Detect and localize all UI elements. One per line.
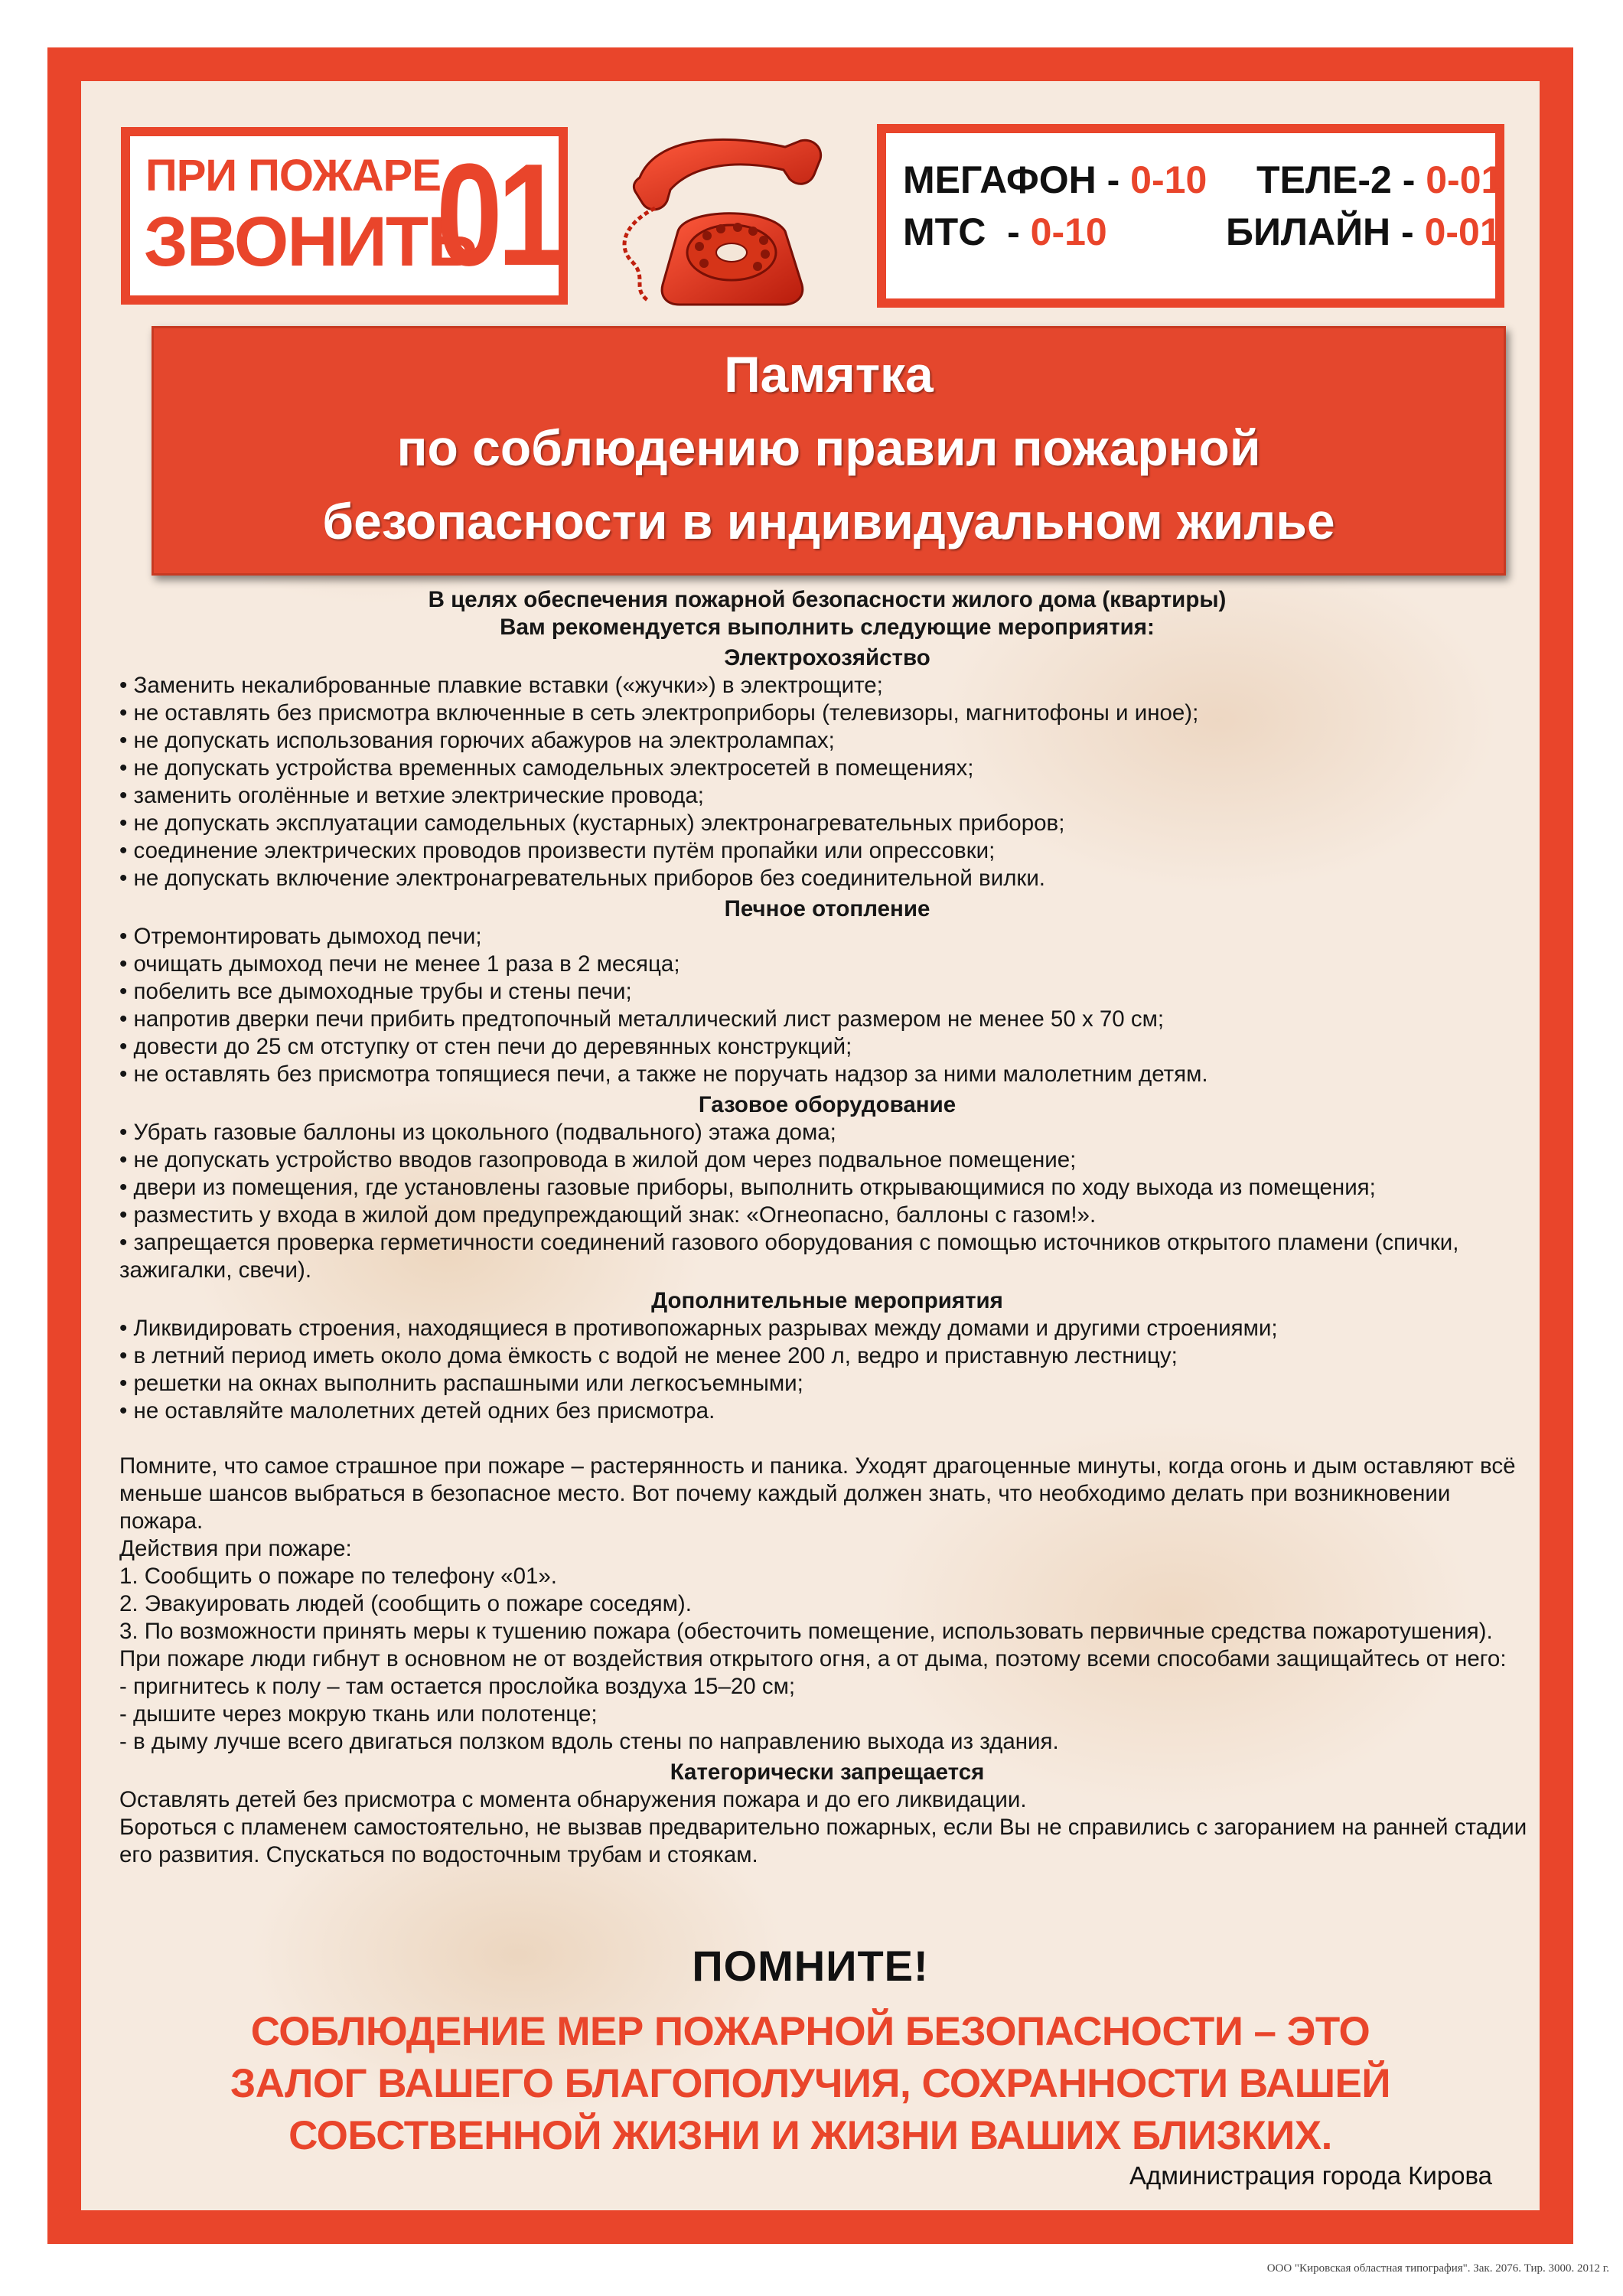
remember-heading: ПОМНИТЕ! xyxy=(692,1942,929,1990)
operator-beeline: БИЛАЙН - 0-01 xyxy=(1226,210,1501,253)
poster-frame xyxy=(47,47,1573,2244)
intro-line1: В целях обеспечения пожарной безопасности жилого дома (квартиры) xyxy=(428,587,1227,612)
list-item: • довести до 25 см отступку от стен печи до деревянных конструкций; xyxy=(119,1034,852,1059)
actions-title: Действия при пожаре: xyxy=(119,1536,352,1561)
title-line3: безопасности в индивидуальном жилье xyxy=(322,493,1335,550)
list-item: • напротив дверки печи прибить предтопочный металлический лист размером не менее 50 х 70 см; xyxy=(119,1006,1165,1032)
action-item: - в дыму лучше всего двигаться ползком вдоль стены по направлению выхода из здания. xyxy=(119,1729,1059,1754)
section-title-forbidden: Категорически запрещается xyxy=(670,1760,985,1785)
title-line2: по соблюдению правил пожарной xyxy=(396,419,1261,476)
emergency-number: 01 xyxy=(436,134,559,296)
remember-paragraph: Помните, что самое страшное при пожаре – растерянность и паника. Уходят драгоценные минуты, когда огонь и дым оставляют всё меньше шансов выбраться в безопасное место. Вот почему каждый должен знать, что необходимо делать при возникновении пожара. xyxy=(119,1453,1516,1534)
emergency-call-box xyxy=(121,127,568,305)
action-item: - дышите через мокрую ткань или полотенце; xyxy=(119,1701,598,1727)
action-item: 2. Эвакуировать людей (сообщить о пожаре соседям). xyxy=(119,1591,692,1616)
call-line2: ЗВОНИТЬ xyxy=(144,203,477,281)
list-item: • не оставлять без присмотра включенные в сеть электроприборы (телевизоры, магнитофоны и иное); xyxy=(119,700,1199,726)
action-item: 1. Сообщить о пожаре по телефону «01». xyxy=(119,1564,557,1589)
action-item: - пригнитесь к полу – там остается прослойка воздуха 15–20 см; xyxy=(119,1674,796,1699)
list-item: • не оставлять без присмотра топящиеся печи, а также не поручать надзор за ними малолетним детям. xyxy=(119,1062,1208,1087)
slogan-line1: СОБЛЮДЕНИЕ МЕР ПОЖАРНОЙ БЕЗОПАСНОСТИ – ЭТО xyxy=(250,2009,1370,2054)
section-title-extra: Дополнительные мероприятия xyxy=(651,1288,1003,1313)
operator-tele2: ТЕЛЕ-2 - 0-01 xyxy=(1256,158,1503,201)
list-item: • не допускать устройства временных самодельных электросетей в помещениях; xyxy=(119,755,974,781)
list-item: • соединение электрических проводов произвести путём пропайки или опрессовки; xyxy=(119,838,996,863)
printer-imprint: ООО "Кировская областная типография". Зак. 2076. Тир. 3000. 2012 г. xyxy=(1266,2262,1609,2275)
list-item: • Отремонтировать дымоход печи; xyxy=(119,924,482,949)
slogan-line3: СОБСТВЕННОЙ ЖИЗНИ И ЖИЗНИ ВАШИХ БЛИЗКИХ. xyxy=(288,2113,1332,2158)
rotary-telephone-icon xyxy=(609,124,839,315)
forbidden-line: Оставлять детей без присмотра с момента обнаружения пожара и до его ликвидации. xyxy=(119,1787,1027,1812)
operator-mts: МТС - 0-10 xyxy=(903,210,1107,253)
list-item: • запрещается проверка герметичности соединений газового оборудования с помощью источников открытого пламени (спички, зажигалки, свечи). xyxy=(119,1230,1459,1283)
list-item: • двери из помещения, где установлены газовые приборы, выполнить открывающимися по ходу выхода из помещения; xyxy=(119,1175,1376,1200)
list-item: • не допускать использования горючих абажуров на электролампах; xyxy=(119,728,835,753)
list-item: • разместить у входа в жилой дом предупреждающий знак: «Огнеопасно, баллоны с газом!». xyxy=(119,1202,1097,1228)
list-item: • очищать дымоход печи не менее 1 раза в 2 месяца; xyxy=(119,951,680,977)
intro-line2: Вам рекомендуется выполнить следующие мероприятия: xyxy=(500,615,1155,640)
list-item: • Ликвидировать строения, находящиеся в противопожарных разрывах между домами и другими строениями; xyxy=(119,1316,1278,1341)
forbidden-line: Бороться с пламенем самостоятельно, не вызвав предварительно пожарных, если Вы не справились с загоранием на ранней стадии его развития. Спускаться по водосточным трубам и стоякам. xyxy=(119,1815,1527,1867)
title-line1: Памятка xyxy=(724,346,934,403)
operator-megafon: МЕГАФОН - 0-10 xyxy=(903,158,1207,201)
list-item: • побелить все дымоходные трубы и стены печи; xyxy=(119,979,632,1004)
section-title-electro: Электрохозяйство xyxy=(724,645,930,670)
main-content xyxy=(119,586,1535,1869)
list-item: • решетки на окнах выполнить распашными или легкосъемными; xyxy=(119,1371,803,1396)
section-title-gas: Газовое оборудование xyxy=(698,1092,957,1117)
list-item: • в летний период иметь около дома ёмкость с водой не менее 200 л, ведро и приставную лестницу; xyxy=(119,1343,1178,1368)
call-line1: ПРИ ПОЖАРЕ xyxy=(145,151,441,201)
poster-body xyxy=(81,81,1540,2210)
slogan-line2: ЗАЛОГ ВАШЕГО БЛАГОПОЛУЧИЯ, СОХРАННОСТИ ВАШЕЙ xyxy=(230,2061,1390,2106)
list-item: • не оставляйте малолетних детей одних без присмотра. xyxy=(119,1398,715,1424)
mobile-operators-box xyxy=(877,124,1504,308)
list-item: • заменить оголённые и ветхие электрические провода; xyxy=(119,783,704,808)
list-item: • не допускать включение электронагревательных приборов без соединительной вилки. xyxy=(119,866,1046,891)
action-item: 3. По возможности принять меры к тушению пожара (обесточить помещение, использовать первичные средства пожаротушения). При пожаре люди гибнут в основном не от воздействия открытого огня, а от дыма, поэтому всеми способами защищайтесь от него: xyxy=(119,1619,1507,1671)
list-item: • Заменить некалиброванные плавкие вставки («жучки») в электрощите; xyxy=(119,673,883,698)
signature: Администрация города Кирова xyxy=(1129,2161,1492,2190)
list-item: • Убрать газовые баллоны из цокольного (подвального) этажа дома; xyxy=(119,1120,836,1145)
list-item: • не допускать эксплуатации самодельных (кустарных) электронагревательных приборов; xyxy=(119,810,1065,836)
title-banner xyxy=(152,326,1506,576)
section-title-stove: Печное отопление xyxy=(724,896,930,921)
list-item: • не допускать устройство вводов газопровода в жилой дом через подвальное помещение; xyxy=(119,1147,1077,1172)
